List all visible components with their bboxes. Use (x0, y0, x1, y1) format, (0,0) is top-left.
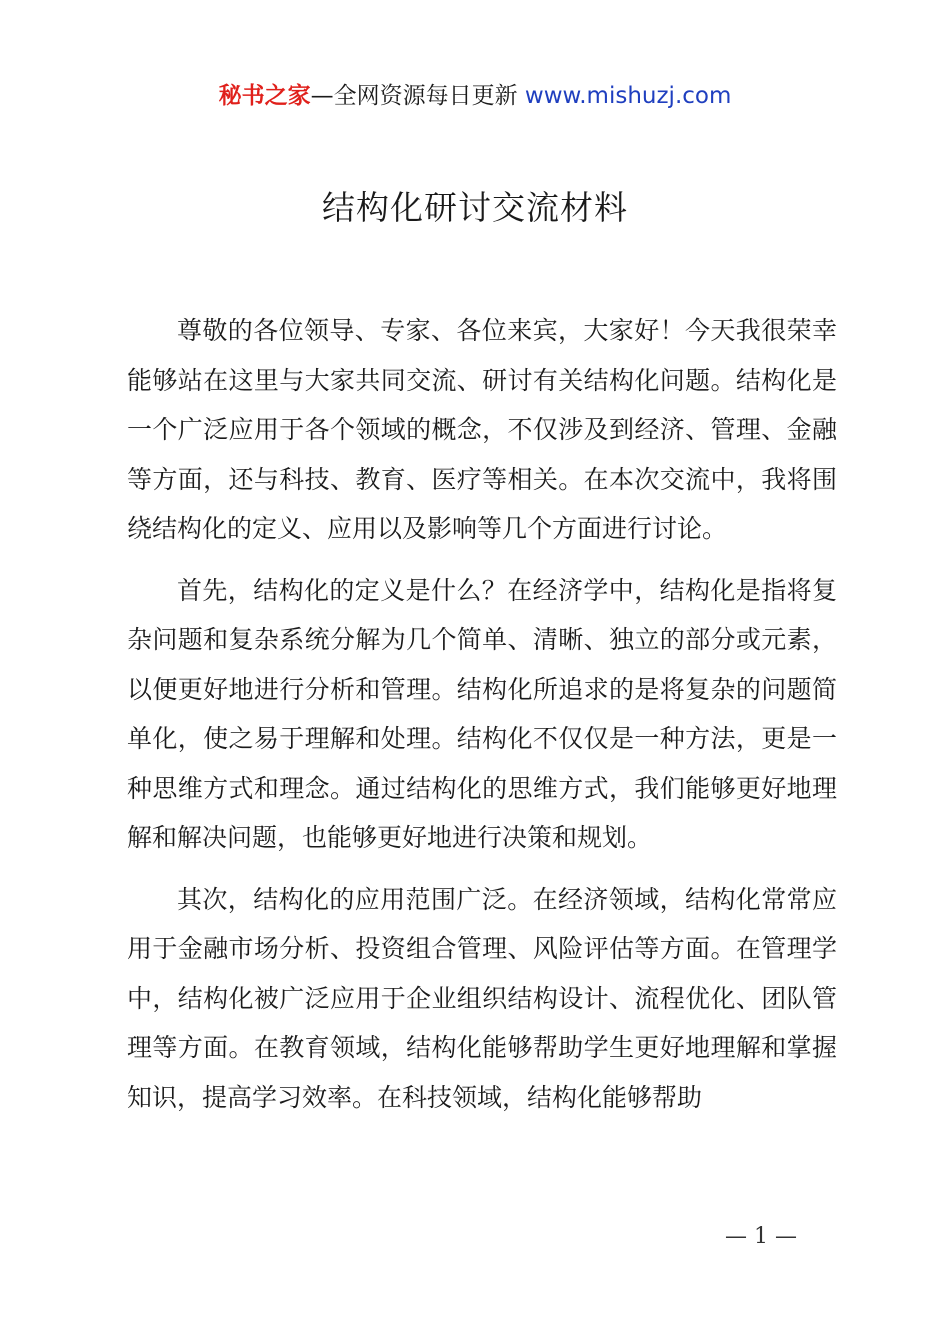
document-body (127, 306, 837, 1134)
brand-name: 秘书之家 (218, 83, 311, 109)
document-title: 结构化研讨交流材料 (322, 188, 628, 227)
paragraph-1: 尊敬的各位领导、专家、各位来宾，大家好！今天我很荣幸能够站在这里与大家共同交流、研讨有关结构化问题。结构化是一个广泛应用于各个领域的概念，不仅涉及到经济、管理、金融等方面，还与科技、教育、医疗等相关。在本次交流中，我将围绕结构化的定义、应用以及影响等几个方面进行讨论。 (127, 316, 837, 543)
paragraph-2: 首先，结构化的定义是什么？在经济学中，结构化是指将复杂问题和复杂系统分解为几个简单、清晰、独立的部分或元素，以便更好地进行分析和管理。结构化所追求的是将复杂的问题简单化，使之易于理解和处理。结构化不仅仅是一种方法，更是一种思维方式和理念。通过结构化的思维方式，我们能够更好地理解和解决问题，也能够更好地进行决策和规划。 (127, 575, 837, 852)
page-number: — 1 — (725, 1224, 797, 1249)
header-tagline: —全网资源每日更新 (310, 83, 518, 109)
site-header (0, 80, 950, 112)
site-url-link[interactable]: www.mishuzj.com (524, 83, 732, 109)
paragraph-3: 其次，结构化的应用范围广泛。在经济领域，结构化常常应用于金融市场分析、投资组合管理、风险评估等方面。在管理学中，结构化被广泛应用于企业组织结构设计、流程优化、团队管理等方面。在教育领域，结构化能够帮助学生更好地理解和掌握知识，提高学习效率。在科技领域，结构化能够帮助 (127, 884, 837, 1112)
